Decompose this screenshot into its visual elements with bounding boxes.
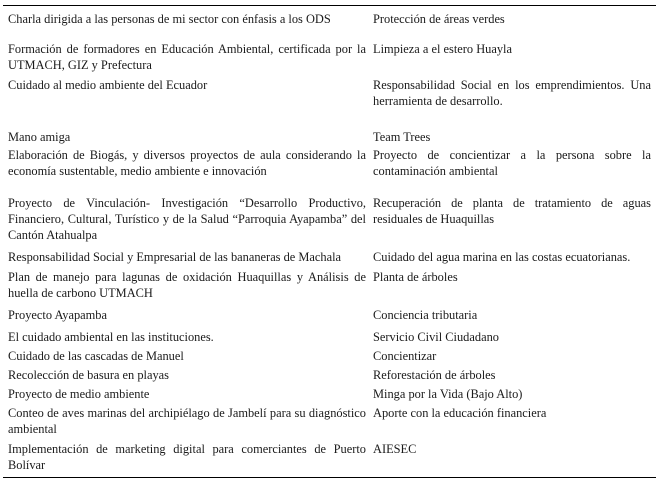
table-cell-right: Recuperación de planta de tratamiento de aguas residuales de Huaquillas bbox=[373, 196, 651, 226]
table-cell-left: Proyecto Ayapamba bbox=[8, 308, 107, 322]
table-row bbox=[3, 343, 656, 362]
table-cell-left: Responsabilidad Social y Empresarial de las bananeras de Machala bbox=[8, 250, 342, 264]
table-row bbox=[3, 72, 656, 124]
table-row bbox=[3, 264, 656, 302]
table-row bbox=[3, 436, 656, 477]
table-cell-left: El cuidado ambiental en las instituciones. bbox=[8, 330, 214, 344]
table-cell-left: Conteo de aves marinas del archipiélago de Jambelí para su diagnóstico ambiental bbox=[8, 406, 366, 436]
table-row bbox=[3, 362, 656, 381]
table-row bbox=[3, 124, 656, 142]
table-cell-right: Proyecto de concientizar a la persona sobre la contaminación ambiental bbox=[373, 148, 651, 178]
table-row bbox=[3, 36, 656, 72]
table-row bbox=[3, 142, 656, 190]
table-cell-right: Protección de áreas verdes bbox=[373, 12, 505, 26]
table-row bbox=[3, 381, 656, 400]
table-cell-right: Responsabilidad Social en los emprendimientos. Una herramienta de desarrollo. bbox=[373, 78, 651, 108]
table-cell-left: Mano amiga bbox=[8, 130, 71, 144]
table-cell-right: Conciencia tributaria bbox=[373, 308, 478, 322]
table-cell-left: Charla dirigida a las personas de mi sector con énfasis a los ODS bbox=[8, 12, 331, 26]
table-cell-left: Cuidado de las cascadas de Manuel bbox=[8, 349, 184, 363]
table-cell-left: Recolección de basura en playas bbox=[8, 368, 170, 382]
table-cell-right: Concientizar bbox=[373, 349, 437, 363]
table-cell-left: Proyecto de medio ambiente bbox=[8, 387, 150, 401]
table-row bbox=[3, 400, 656, 436]
table-cell-left: Cuidado al medio ambiente del Ecuador bbox=[8, 78, 208, 92]
table-cell-right: Servicio Civil Ciudadano bbox=[373, 330, 499, 344]
table-row bbox=[3, 324, 656, 343]
table-cell-left: Implementación de marketing digital para comerciantes de Puerto Bolívar bbox=[8, 442, 366, 472]
table-row bbox=[3, 6, 656, 36]
table-cell-right: Team Trees bbox=[373, 130, 431, 144]
table-cell-right: Planta de árboles bbox=[373, 270, 458, 284]
table-cell-right: Cuidado del agua marina en las costas ecuatorianas. bbox=[373, 250, 631, 264]
table-cell-left: Elaboración de Biogás, y diversos proyectos de aula considerando la economía sustentable, medio ambiente e innovación bbox=[8, 148, 366, 178]
table-cell-left: Plan de manejo para lagunas de oxidación Huaquillas y Análisis de huella de carbono UTMACH bbox=[8, 270, 366, 300]
table-cell-right: Minga por la Vida (Bajo Alto) bbox=[373, 387, 523, 401]
table-bottom-rule bbox=[3, 477, 656, 478]
table-cell-left: Formación de formadores en Educación Ambiental, certificada por la UTMACH, GIZ y Prefectura bbox=[8, 42, 366, 72]
table-cell-left: Proyecto de Vinculación- Investigación “Desarrollo Productivo, Financiero, Cultural, Turístico y de la Salud “Parroquia Ayapamba” del Cantón Atahualpa bbox=[8, 196, 366, 242]
table-row bbox=[3, 302, 656, 324]
table-row bbox=[3, 244, 656, 264]
table-cell-right: Aporte con la educación financiera bbox=[373, 406, 547, 420]
table-cell-right: Limpieza a el estero Huayla bbox=[373, 42, 512, 56]
table-cell-right: AIESEC bbox=[373, 442, 417, 456]
table-cell-right: Reforestación de árboles bbox=[373, 368, 496, 382]
table-row bbox=[3, 190, 656, 244]
projects-table bbox=[3, 5, 656, 478]
